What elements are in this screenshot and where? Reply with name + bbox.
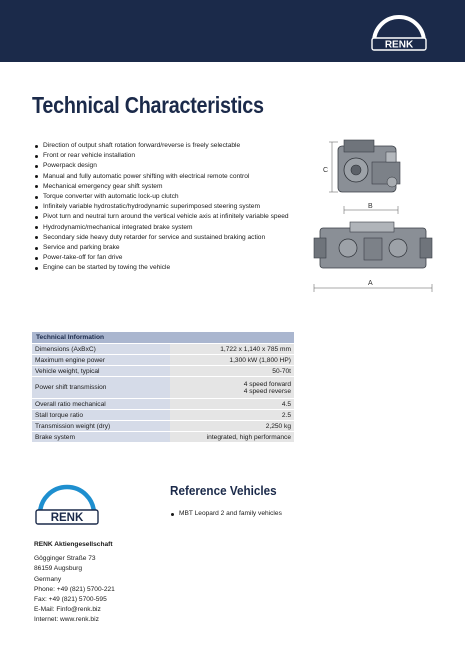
table-row — [32, 355, 294, 366]
table-row — [32, 432, 294, 443]
spec-value: 2.5 — [170, 410, 294, 421]
company-address — [34, 540, 115, 626]
company-phone: Phone: +49 (821) 5700-221 — [34, 585, 115, 593]
feature-item: Front or rear vehicle installation — [34, 151, 304, 161]
technical-info-table — [32, 332, 294, 443]
spec-label: Maximum engine power — [32, 355, 170, 366]
reference-vehicles-list — [170, 509, 282, 519]
company-street: Gögginger Straße 73 — [34, 555, 96, 563]
spec-value: 1,722 x 1,140 x 785 mm — [170, 344, 294, 355]
table-row — [32, 366, 294, 377]
table-row — [32, 421, 294, 432]
feature-item: Manual and fully automatic power shifting with electrical remote control — [34, 172, 304, 182]
feature-item: Engine can be started by towing the vehicle — [34, 263, 304, 273]
transmission-drawing — [310, 134, 438, 294]
renk-logo-bottom — [32, 482, 102, 526]
table-row — [32, 377, 294, 399]
feature-item: Mechanical emergency gear shift system — [34, 182, 304, 192]
company-city: 86159 Augsburg — [34, 565, 83, 573]
dimension-label-a: A — [368, 280, 373, 287]
renk-logo — [366, 12, 432, 52]
spec-label: Transmission weight (dry) — [32, 421, 170, 432]
dimension-label-b: B — [368, 203, 373, 210]
feature-item: Pivot turn and neutral turn around the vertical vehicle axis at infinitely variable speed — [34, 212, 304, 222]
svg-text:RENK: RENK — [50, 512, 84, 524]
reference-vehicle-item: MBT Leopard 2 and family vehicles — [170, 509, 282, 519]
spec-label: Stall torque ratio — [32, 410, 170, 421]
feature-item: Torque converter with automatic lock-up clutch — [34, 192, 304, 202]
table-header: Technical Information — [32, 332, 294, 344]
header-bar — [0, 0, 465, 62]
spec-value: 4.5 — [170, 399, 294, 410]
spec-value — [170, 377, 294, 399]
table-row — [32, 344, 294, 355]
table-row — [32, 399, 294, 410]
reference-vehicles-title: Reference Vehicles — [170, 483, 277, 498]
spec-label: Dimensions (AxBxC) — [32, 344, 170, 355]
dimension-label-c: C — [323, 167, 329, 174]
spec-value-line: 4 speed forward — [243, 380, 291, 388]
company-email[interactable]: E-Mail: Finfo@renk.biz — [34, 606, 101, 614]
spec-label: Vehicle weight, typical — [32, 366, 170, 377]
spec-label: Power shift transmission — [32, 377, 170, 399]
company-fax: Fax: +49 (821) 5700-595 — [34, 596, 107, 604]
table-header-row — [32, 332, 294, 344]
company-name: RENK Aktiengesellschaft — [34, 541, 113, 548]
feature-item: Power-take-off for fan drive — [34, 253, 304, 263]
spec-value: 50-70t — [170, 366, 294, 377]
spec-value-line: 4 speed reverse — [243, 387, 291, 395]
page-title: Technical Characteristics — [32, 92, 264, 118]
table-row — [32, 410, 294, 421]
feature-item: Service and parking brake — [34, 243, 304, 253]
feature-item: Powerpack design — [34, 161, 304, 171]
spec-value: 2,250 kg — [170, 421, 294, 432]
spec-label: Overall ratio mechanical — [32, 399, 170, 410]
feature-item: Secondary side heavy duty retarder for service and sustained braking action — [34, 233, 304, 243]
svg-text:RENK: RENK — [384, 39, 414, 51]
feature-list — [34, 141, 304, 274]
feature-item: Direction of output shaft rotation forward/reverse is freely selectable — [34, 141, 304, 151]
feature-item: Infinitely variable hydrostatic/hydrodynamic superimposed steering system — [34, 202, 304, 212]
feature-item: Hydrodynamic/mechanical integrated brake system — [34, 223, 304, 233]
spec-label: Brake system — [32, 432, 170, 443]
spec-value: 1,300 kW (1,800 HP) — [170, 355, 294, 366]
transmission-side-view — [338, 140, 400, 192]
company-country: Germany — [34, 575, 62, 583]
spec-value: integrated, high performance — [170, 432, 294, 443]
transmission-top-view — [314, 222, 432, 268]
company-internet[interactable]: Internet: www.renk.biz — [34, 616, 99, 624]
